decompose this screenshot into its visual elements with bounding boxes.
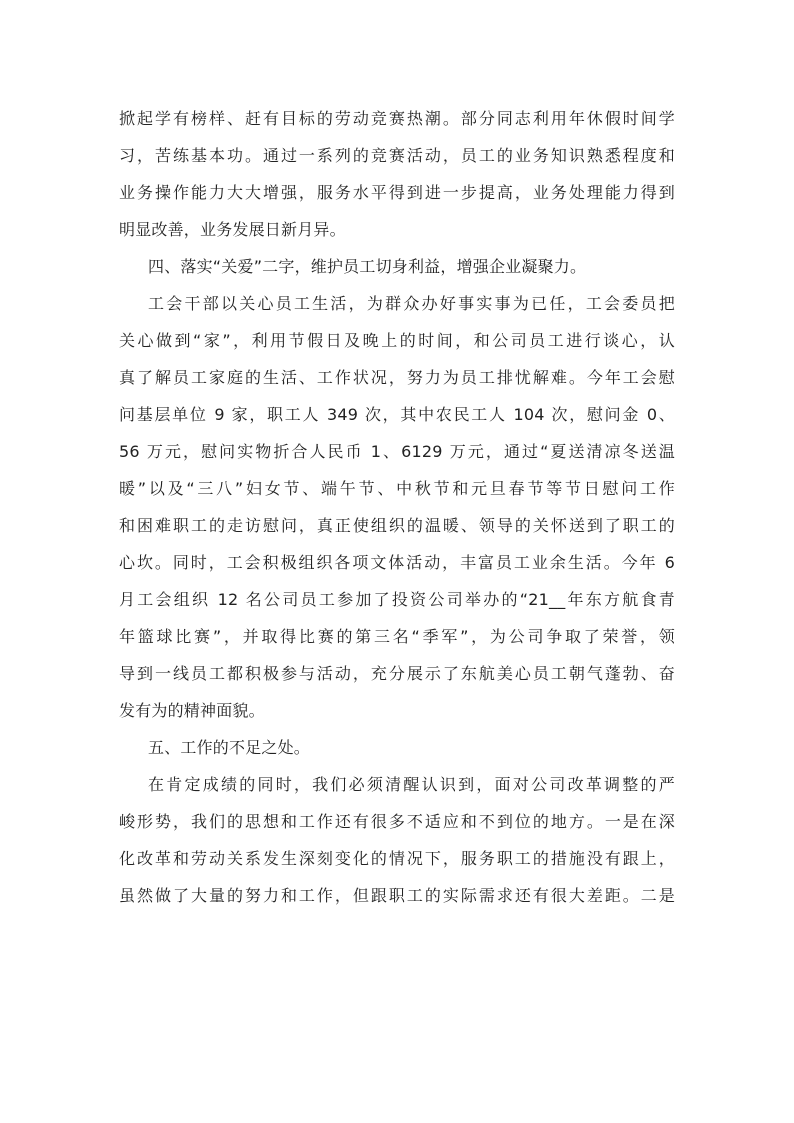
text-line: 问基层单位 9 家，职工人 349 次，其中农民工人 104 次，慰问金 0、 [119,405,675,424]
document-body [119,100,675,914]
text-line: 发有为的精神面貌。 [119,701,265,720]
text-line: 和困难职工的走访慰问，真正使组织的温暖、领导的关怀送到了职工的 [119,516,675,535]
text-line: 习，苦练基本功。通过一系列的竞赛活动，员工的业务知识熟悉程度和 [119,146,675,165]
section-heading-5: 五、工作的不足之处。 [148,738,311,757]
text-line: 56 万元，慰问实物折合人民币 1、6129 万元，通过“夏送清凉冬送温 [119,442,675,461]
text-line: 明显改善，业务发展日新月异。 [119,220,346,239]
text-line: 导到一线员工都积极参与活动，充分展示了东航美心员工朝气蓬勃、奋 [119,664,675,683]
text-line: 工会干部以关心员工生活，为群众办好事实事为已任，工会委员把 [148,294,675,313]
text-line: 心坎。同时，工会积极组织各项文体活动，丰富员工业余生活。今年 6 [119,553,675,572]
text-line: 峻形势，我们的思想和工作还有很多不适应和不到位的地方。一是在深 [119,812,675,831]
text-line: 掀起学有榜样、赶有目标的劳动竞赛热潮。部分同志利用年休假时间学 [119,109,675,128]
text-line: 真了解员工家庭的生活、工作状况，努力为员工排忧解难。今年工会慰 [119,368,675,387]
text-line: 关心做到“家”，利用节假日及晚上的时间，和公司员工进行谈心，认 [119,331,675,350]
text-line: 虽然做了大量的努力和工作，但跟职工的实际需求还有很大差距。二是 [119,886,675,905]
section-heading-4: 四、落实“关爱”二字，维护员工切身利益，增强企业凝聚力。 [148,257,587,276]
text-line: 暖”以及“三八”妇女节、端午节、中秋节和元旦春节等节日慰问工作 [119,479,675,498]
text-line: 化改革和劳动关系发生深刻变化的情况下，服务职工的措施没有跟上， [119,849,675,868]
text-line: 业务操作能力大大增强，服务水平得到进一步提高，业务处理能力得到 [119,183,675,202]
text-line: 年篮球比赛”，并取得比赛的第三名“季军”，为公司争取了荣誉，领 [119,627,675,646]
text-line: 在肯定成绩的同时，我们必须清醒认识到，面对公司改革调整的严 [148,775,675,794]
text-line: 月工会组织 12 名公司员工参加了投资公司举办的“21__年东方航食青 [119,590,675,609]
